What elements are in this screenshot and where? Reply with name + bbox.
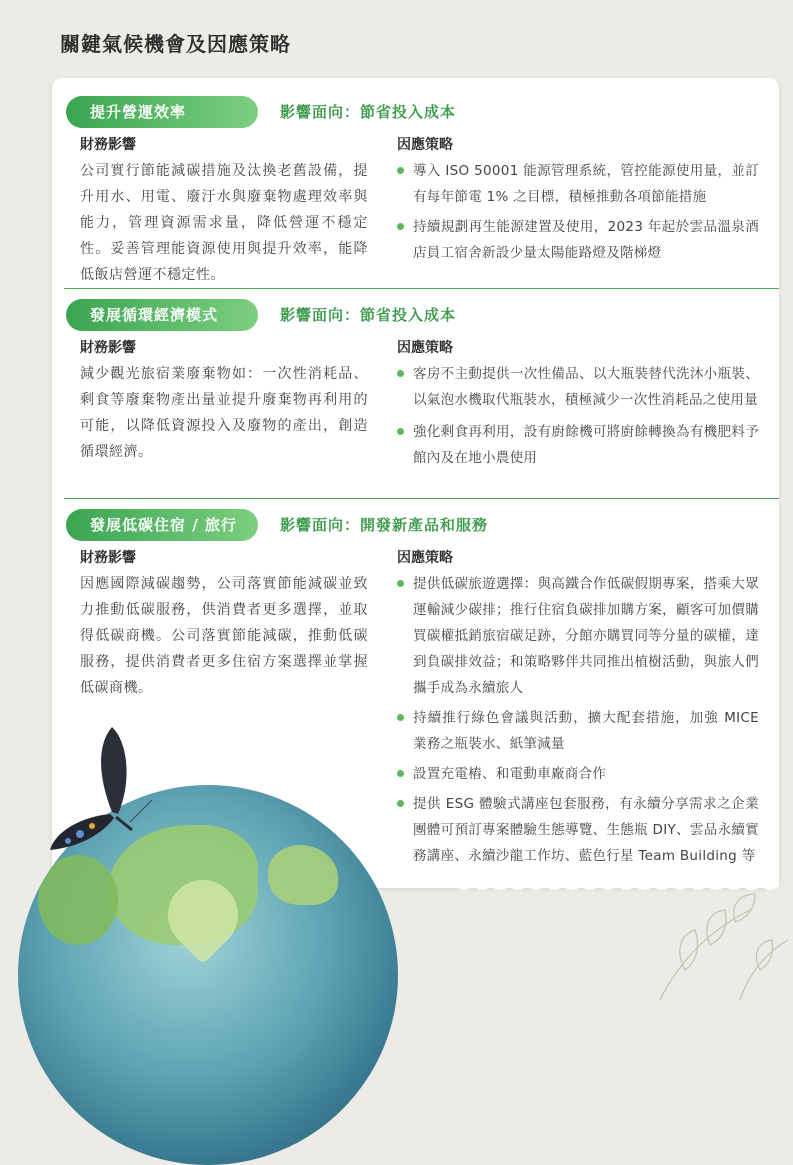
section-pill: 發展循環經濟模式 — [66, 299, 258, 331]
bullet-icon — [397, 580, 404, 587]
strategy-heading: 因應策略 — [397, 137, 453, 153]
list-item: 設置充電樁、和電動車廠商合作 — [397, 761, 759, 787]
strategy-list — [397, 361, 759, 471]
list-item: 強化剩食再利用，設有廚餘機可將廚餘轉換為有機肥料予館內及在地小農使用 — [397, 419, 759, 471]
bullet-icon — [397, 370, 404, 377]
finance-heading: 財務影響 — [80, 550, 136, 566]
section-divider — [64, 288, 779, 289]
butterfly-icon — [40, 722, 170, 852]
leaf-sketch-icon — [640, 850, 790, 1004]
finance-text: 因應國際減碳趨勢，公司落實節能減碳並致力推動低碳服務，供消費者更多選擇，並取得低碳商機。公司落實節能減碳，推動低碳服務，提供消費者更多住宿方案選擇並掌握低碳商機。 — [80, 576, 368, 696]
list-item: 客房不主動提供一次性備品、以大瓶裝替代洗沐小瓶裝、以氣泡水機取代瓶裝水，積極減少一次性消耗品之使用量 — [397, 361, 759, 413]
finance-heading: 財務影響 — [80, 137, 136, 153]
finance-text: 公司實行節能減碳措施及汰換老舊設備，提升用水、用電、廢汙水與廢棄物處理效率與能力，管理資源需求量，降低營運不穩定性。妥善管理能資源使用與提升效率，能降低飯店營運不穩定性。 — [80, 163, 368, 283]
strategy-heading: 因應策略 — [397, 550, 453, 566]
section-pill: 提升營運效率 — [66, 96, 258, 128]
strategy-list — [397, 571, 759, 869]
list-item: 提供 ESG 體驗式講座包套服務，有永續分享需求之企業團體可預訂專案體驗生態導覽、生態瓶 DIY、雲品永續實務講座、永續沙龍工作坊、藍色行星 Team Building 等 — [397, 791, 759, 869]
strategy-list — [397, 158, 759, 266]
impact-label: 影響面向：節省投入成本 — [280, 306, 457, 324]
list-item: 提供低碳旅遊選擇：與高鐵合作低碳假期專案，搭乘大眾運輸減少碳排；推行住宿負碳排加購方案，顧客可加價購買碳權抵銷旅宿碳足跡，分館亦購買同等分量的碳權，達到負碳排效益；和策略夥伴共同推出植樹活動，與旅人們攜手成為永續旅人 — [397, 571, 759, 701]
bullet-icon — [397, 428, 404, 435]
bullet-icon — [397, 167, 404, 174]
list-item: 導入 ISO 50001 能源管理系統，管控能源使用量，並訂有每年節電 1% 之目標，積極推動各項節能措施 — [397, 158, 759, 210]
continent-shape — [38, 855, 118, 945]
section-pill: 發展低碳住宿 / 旅行 — [66, 509, 258, 541]
bullet-icon — [397, 714, 404, 721]
list-item: 持續規劃再生能源建置及使用，2023 年起於雲品溫泉酒店員工宿舍新設少量太陽能路燈及階梯燈 — [397, 214, 759, 266]
list-item: 持續推行綠色會議與活動，擴大配套措施，加強 MICE 業務之瓶裝水、紙筆減量 — [397, 705, 759, 757]
bullet-icon — [397, 770, 404, 777]
bullet-icon — [397, 223, 404, 230]
continent-shape — [268, 845, 338, 905]
bullet-icon — [397, 800, 404, 807]
finance-heading: 財務影響 — [80, 340, 136, 356]
section-divider — [64, 498, 779, 499]
page-title: 關鍵氣候機會及因應策略 — [60, 32, 291, 56]
impact-label: 影響面向：開發新產品和服務 — [280, 516, 489, 534]
impact-label: 影響面向：節省投入成本 — [280, 103, 457, 121]
strategy-heading: 因應策略 — [397, 340, 453, 356]
finance-text: 減少觀光旅宿業廢棄物如：一次性消耗品、剩食等廢棄物產出量並提升廢棄物再利用的可能，以降低資源投入及廢物的產出，創造循環經濟。 — [80, 366, 368, 460]
